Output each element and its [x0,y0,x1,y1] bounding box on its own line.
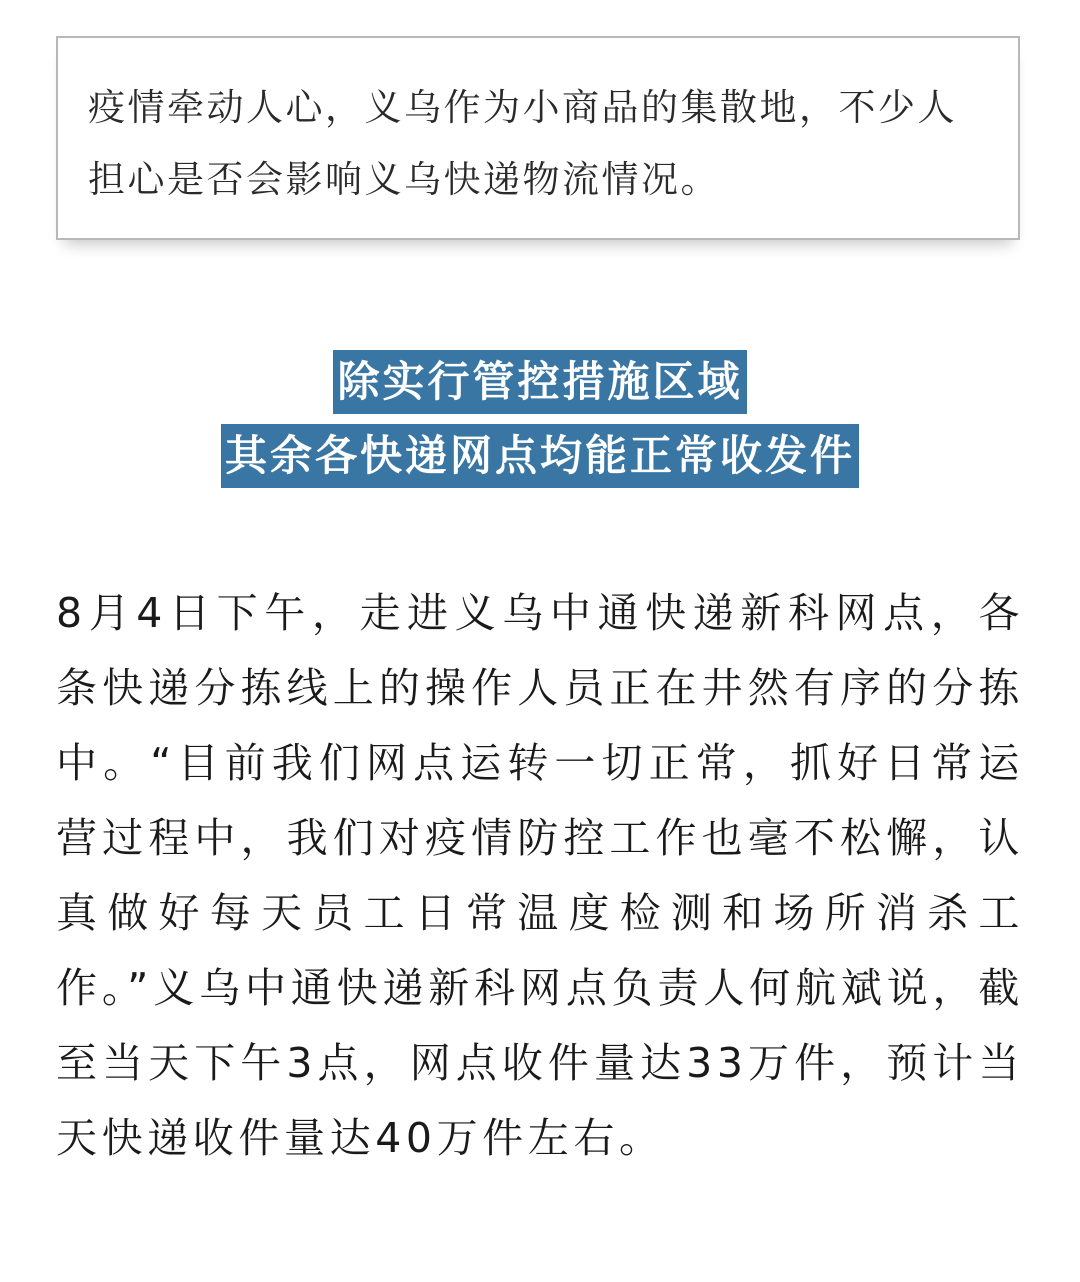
heading-line-1-text: 除实行管控措施区域 [333,350,746,414]
intro-quote-box [56,36,1020,240]
heading-line-2-text: 其余各快递网点均能正常收发件 [221,424,859,488]
intro-text: 疫情牵动人心，义乌作为小商品的集散地，不少人担心是否会影响义乌快递物流情况。 [88,86,957,201]
article-paragraph: 8月4日下午，走进义乌中通快递新科网点，各条快递分拣线上的操作人员正在井然有序的分拣中。“目前我们网点运转一切正常，抓好日常运营过程中，我们对疫情防控工作也毫不松懈，认真做好每天员工日常温度检测和场所消杀工作。”义乌中通快递新科网点负责人何航斌说，截至当天下午3点，网点收件量达33万件，预计当天快递收件量达40万件左右。 [56,589,1024,1162]
